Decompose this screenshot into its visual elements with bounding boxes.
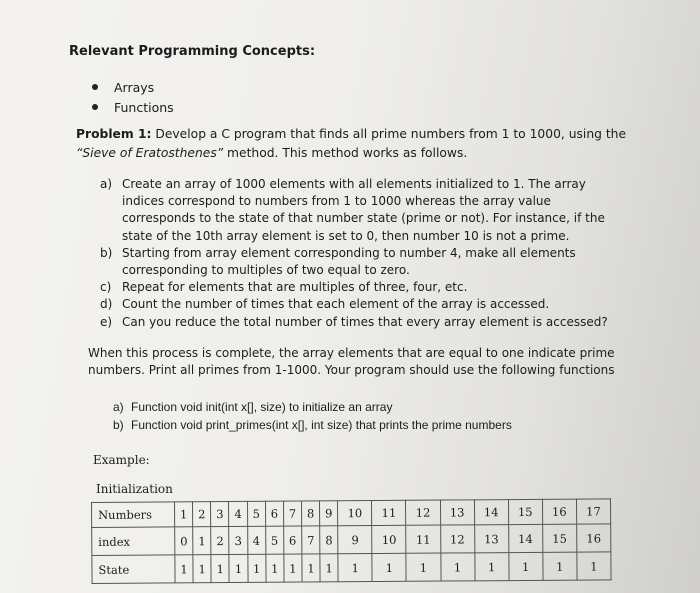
problem-statement: Problem 1: Develop a C program that finds all prime numbers from 1 to 1000, using the “Sieve of Eratosthenes” method. This method works as follows. — [76, 127, 627, 160]
concepts-title: Relevant Programming Concepts: — [69, 44, 316, 59]
initialization-label: Initialization — [96, 482, 173, 496]
table-cell: 16 — [576, 524, 610, 552]
table-cell: 1 — [175, 555, 193, 583]
table-cell: 6 — [265, 501, 283, 526]
table-cell: 2 — [193, 502, 211, 527]
table-cell: 10 — [338, 501, 372, 526]
problem-label: Problem 1: — [76, 127, 152, 141]
list-item: Functions — [92, 97, 174, 117]
step-item: e) Can you reduce the total number of times that every array element is accessed? — [100, 314, 608, 329]
table-cell: 5 — [265, 526, 283, 554]
functions-list — [113, 399, 553, 434]
table-cell: 1 — [372, 553, 406, 581]
table-cell: 1 — [320, 554, 338, 582]
bullet-icon — [92, 104, 98, 110]
table-cell: 14 — [508, 524, 542, 552]
function-item: a) Function void init(int x[], size) to initialize an array — [113, 400, 393, 414]
table-cell: 1 — [302, 554, 320, 582]
table-cell: 1 — [338, 554, 372, 582]
row-header: Numbers — [92, 502, 175, 528]
table-cell: 3 — [229, 526, 247, 554]
table-cell: 8 — [301, 501, 319, 526]
table-cell: 1 — [474, 553, 508, 581]
table-cell: 1 — [229, 554, 247, 582]
table-cell: 1 — [406, 553, 440, 581]
table-cell: 6 — [284, 526, 302, 554]
table-cell: 13 — [474, 525, 508, 553]
table-row — [92, 552, 611, 584]
bullet-icon — [92, 84, 98, 90]
method-name: “Sieve of Eratosthenes” — [76, 146, 224, 160]
table-cell: 15 — [542, 524, 576, 552]
table-cell: 9 — [338, 526, 372, 554]
table-cell: 7 — [302, 526, 320, 554]
function-item: b) Function void print_primes(int x[], int size) that prints the prime numbers — [113, 417, 512, 432]
table-cell: 4 — [247, 526, 265, 554]
table-cell: 13 — [440, 500, 474, 525]
table-cell: 1 — [247, 554, 265, 582]
table-cell: 1 — [509, 552, 543, 580]
table-cell: 11 — [406, 525, 440, 553]
table-cell: 8 — [320, 526, 338, 554]
step-item: b) Starting from array element corresponding to number 4, make all elements corresponding to multiples of two equal to zero. — [100, 245, 576, 278]
table-cell: 0 — [175, 527, 193, 555]
table-cell: 5 — [247, 501, 265, 526]
table-cell: 11 — [372, 500, 406, 525]
table-cell: 7 — [283, 501, 301, 526]
steps-list — [100, 176, 620, 331]
table-cell: 1 — [193, 555, 211, 583]
list-item: Arrays — [92, 77, 174, 97]
step-item: d) Count the number of times that each element of the array is accessed. — [100, 297, 550, 312]
table-cell: 1 — [440, 553, 474, 581]
table-cell: 1 — [193, 527, 211, 555]
table-row — [92, 499, 611, 528]
table-cell: 10 — [372, 525, 406, 553]
completion-paragraph: When this process is complete, the array elements that are equal to one indicate prime numbers. Print all primes from 1-1000. Your program should use the following functions — [88, 346, 615, 377]
concepts-list — [92, 77, 174, 117]
table-cell: 16 — [542, 499, 576, 524]
sieve-table — [91, 498, 612, 584]
table-cell: 1 — [543, 552, 577, 580]
table-cell: 12 — [440, 525, 474, 553]
table-cell: 14 — [474, 500, 508, 525]
table-cell: 1 — [284, 554, 302, 582]
step-item: c) Repeat for elements that are multiples of three, four, etc. — [100, 280, 468, 295]
table-cell: 12 — [406, 500, 440, 525]
example-label: Example: — [93, 453, 150, 467]
table-row — [92, 524, 611, 556]
table-cell: 2 — [211, 527, 229, 555]
table-cell: 1 — [175, 502, 193, 527]
table-cell: 3 — [211, 502, 229, 527]
table-cell: 1 — [266, 554, 284, 582]
table-cell: 4 — [229, 501, 247, 526]
table-cell: 1 — [577, 552, 611, 580]
table-cell: 9 — [320, 501, 338, 526]
step-item: a) Create an array of 1000 elements with all elements initialized to 1. The array indices correspond to numbers from 1 to 1000 whereas the array value corresponds to the state of that number state (prime or not). For instance, if the state of the 10th array element is set to 0, then number 10 is not a prime. — [100, 177, 605, 243]
table-cell: 1 — [211, 555, 229, 583]
table-cell: 17 — [576, 499, 610, 524]
row-header: State — [92, 555, 175, 584]
row-header: index — [92, 527, 175, 556]
table-cell: 15 — [508, 499, 542, 524]
